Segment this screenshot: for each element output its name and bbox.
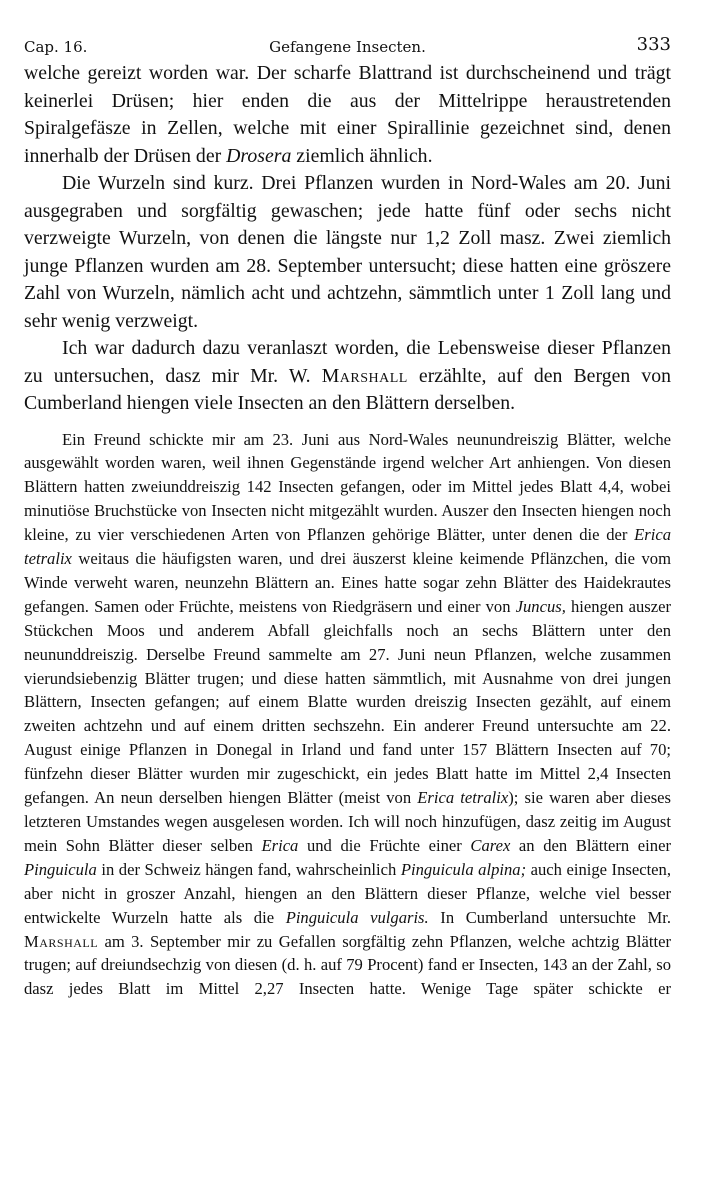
main-text	[24, 60, 671, 418]
text-run: erzählte, auf den Bergen von Cumberland hiengen viele Insecten an den Blättern derselben.	[24, 364, 671, 414]
text-run: In Cumberland untersuchte Mr.	[428, 907, 671, 927]
paragraph	[24, 428, 671, 1002]
italic-term: Juncus,	[515, 596, 566, 616]
italic-term: Pinguicula vulgaris.	[285, 907, 429, 927]
running-header	[24, 30, 671, 60]
text-run: am 3. September mir zu Gefallen sorgfältig zehn Pflanzen, welche achtzig Blätter trugen; auf dreiundsechzig von diesen (d. h. auf 79 Procent) fand er Insecten, 143 an der Zahl, so dasz jedes Blatt im Mittel 2,27 Insecten hatte. Wenige Tage später schickte er	[24, 931, 671, 999]
text-run: Die Wurzeln sind kurz. Drei Pflanzen wurden in Nord-Wales am 20. Juni ausgegraben und sorgfältig gewaschen; jede hatte fünf oder sechs nicht verzweigte Wurzeln, von denen die längste nur 1,2 Zoll masz. Zwei ziemlich junge Pflanzen wurden am 28. September untersucht; diese hatten eine gröszere Zahl von Wurzeln, nämlich acht und achtzehn, sämmtlich unter 1 Zoll lang und sehr wenig verzweigt.	[24, 172, 671, 332]
text-run: in der Schweiz hängen fand, wahrscheinlich	[96, 859, 401, 879]
paragraph	[24, 170, 671, 335]
italic-term: Carex	[470, 835, 511, 855]
chapter-label: Cap. 16.	[24, 38, 88, 56]
running-title: Gefangene Insecten.	[269, 38, 426, 56]
text-run: hiengen auszer Stückchen Moos und anderem Abfall gleichfalls noch an sechs Blättern unter den neununddreiszig. Derselbe Freund sammelte am 27. Juni neun Pflanzen, welche zusammen vierundsiebenzig Blätter trugen; und diese hatten sämmtlich, mit Ausnahme von drei jungen Blättern, Insecten gefangen; auf einem Blatte wurden dreiszig Insecten gezählt, auf einem zweiten achtzehn und auf einem dritten sechszehn. Ein anderer Freund untersuchte am 22. August einige Pflanzen in Donegal in Irland und fand unter 157 Blättern Insecten auf 70; fünfzehn dieser Blätter wurden mir zugeschickt, ein jedes Blatt hatte im Mittel 2,4 Insecten gefangen. An neun derselben hiengen Blätter (meist von	[24, 596, 672, 808]
italic-term: Erica tetralix	[417, 788, 509, 808]
person-name: Marshall	[321, 364, 408, 387]
text-run: Ein Freund schickte mir am 23. Juni aus Nord-Wales neunundreiszig Blätter, welche ausgewählt worden waren, weil ihnen Gegenstände irgend welcher Art anhiengen. Von diesen Blättern hatten zweiunddreiszig 142 Insecten gefangen, oder im Mittel jedes Blatt 4,4, wobei minutiöse Bruchstücke von Insecten nicht mitgezählt wurden. Auszer den Insecten hiengen noch kleine, zu vier verschiedenen Arten von Pflanzen gehörige Blätter, unter denen die der	[24, 429, 671, 545]
text-run: Ich war dadurch dazu veranlaszt worden, die Lebensweise dieser Pflanzen zu untersuchen, dasz mir Mr. W.	[24, 337, 671, 387]
small-print-text	[24, 428, 671, 1002]
paragraph	[24, 335, 671, 418]
italic-term: Pinguicula alpina;	[400, 859, 527, 879]
text-run: weitaus die häufigsten waren, und drei äuszerst kleine keimende Pflänzchen, die vom Winde verweht waren, neunzehn Blättern an. Eines hatte sogar zehn Blätter des Haidekrautes gefangen. Samen oder Früchte, meistens von Riedgräsern und einer von	[24, 549, 671, 616]
italic-term: Pinguicula	[24, 859, 97, 879]
text-run: auch einige Insecten, aber nicht in groszer Anzahl, hiengen an den Blättern dieser Pflanze, welche viel besser entwickelte Wurzeln hatte als die	[24, 859, 671, 927]
person-name: Marshall	[24, 931, 99, 951]
text-run: ); sie waren aber dieses letzteren Umstandes wegen ausgelesen worden. Ich will noch hinzufügen, dasz zeitig im August mein Sohn Blätter dieser selben	[24, 788, 671, 855]
italic-term: Erica	[261, 835, 299, 855]
text-run: an den Blättern einer	[510, 835, 671, 855]
page-number: 333	[636, 34, 671, 55]
italic-term: Drosera	[226, 144, 292, 167]
italic-term: Erica tetralix	[24, 525, 671, 569]
paragraph	[24, 60, 671, 170]
text-run: und die Früchte einer	[298, 835, 471, 855]
text-run: welche gereizt worden war. Der scharfe Blattrand ist durchscheinend und trägt keinerlei Drüsen; hier enden die aus der Mittelrippe heraustretenden Spiralgefäsze in Zellen, welche mit einer Spirallinie gezeichnet sind, denen innerhalb der Drüsen der	[24, 62, 671, 167]
text-run: ziemlich ähnlich.	[291, 144, 433, 167]
